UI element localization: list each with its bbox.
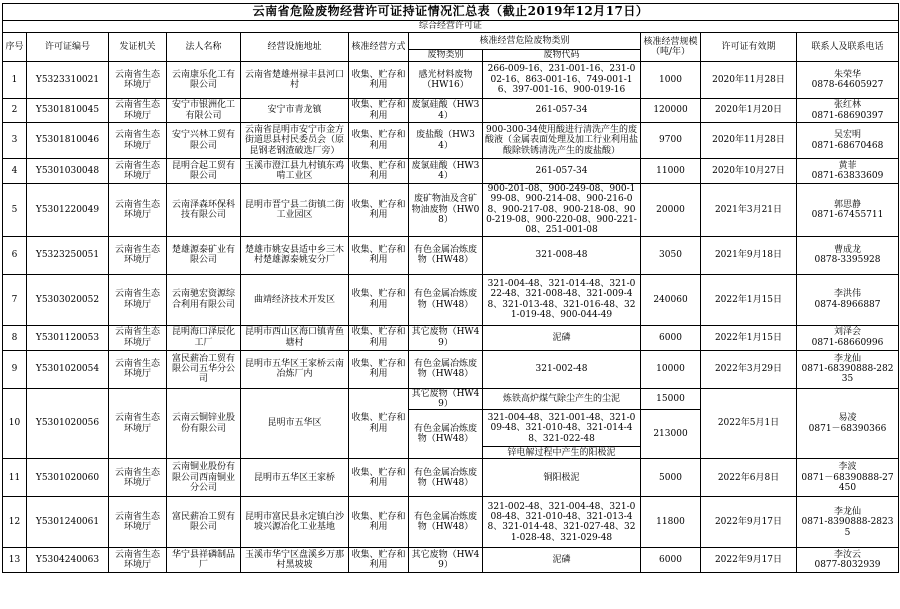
row-validity: 2022年5月1日 bbox=[701, 388, 797, 459]
table-row bbox=[3, 274, 899, 325]
row-validity: 2020年11月28日 bbox=[701, 123, 797, 159]
contact-phone: 0871-8390888-28235 bbox=[801, 517, 894, 538]
row-scale: 20000 bbox=[641, 184, 701, 237]
header-seq: 序号 bbox=[3, 33, 27, 62]
row-issuer: 云南省生态环境厅 bbox=[109, 497, 167, 548]
row-scale: 213000 bbox=[641, 410, 701, 459]
row-legal-name: 华宁县祥磷制品厂 bbox=[167, 548, 241, 573]
header-issuer: 发证机关 bbox=[109, 33, 167, 62]
row-issuer: 云南省生态环境厅 bbox=[109, 350, 167, 388]
row-validity: 2022年3月29日 bbox=[701, 350, 797, 388]
row-waste-code: 900-300-34使用酸进行清洗产生的废酸液（金属表面处理及加工行业利用盐酸除铁锈清洗产生的废盐酸） bbox=[483, 123, 641, 159]
header-legal-name: 法人名称 bbox=[167, 33, 241, 62]
contact-phone: 0871-68670468 bbox=[811, 140, 884, 151]
row-seq: 11 bbox=[3, 459, 27, 497]
table-row bbox=[3, 159, 899, 184]
row-license-no: Y5323310021 bbox=[27, 62, 109, 99]
row-seq: 13 bbox=[3, 548, 27, 573]
table-row bbox=[3, 325, 899, 350]
row-validity: 2022年1月15日 bbox=[701, 325, 797, 350]
row-seq: 2 bbox=[3, 99, 27, 123]
row-waste-type: 有色金属冶炼废物（HW48） bbox=[409, 274, 483, 325]
row-contact bbox=[797, 99, 899, 123]
row-issuer: 云南省生态环境厅 bbox=[109, 184, 167, 237]
row-waste-code: 266-009-16、231-001-16、231-002-16、863-001-16、749-001-16、397-001-16、900-019-16 bbox=[483, 62, 641, 99]
row-waste-type: 有色金属冶炼废物（HW48） bbox=[409, 350, 483, 388]
row-issuer: 云南省生态环境厅 bbox=[109, 325, 167, 350]
row-license-no: Y5304240063 bbox=[27, 548, 109, 573]
contact-phone: 0871-68690397 bbox=[811, 110, 884, 121]
row-scale: 6000 bbox=[641, 325, 701, 350]
row-seq: 12 bbox=[3, 497, 27, 548]
row-seq: 9 bbox=[3, 350, 27, 388]
row-mode: 收集、贮存和利用 bbox=[349, 184, 409, 237]
row-seq: 10 bbox=[3, 388, 27, 459]
row-address: 昆明市五华区王家桥 bbox=[241, 459, 349, 497]
row-legal-name: 昆明合起工贸有限公司 bbox=[167, 159, 241, 184]
table-row bbox=[3, 497, 899, 548]
row-waste-type: 废矿物油及含矿物油废物（HW08） bbox=[409, 184, 483, 237]
contact-name: 郭思静 bbox=[833, 199, 861, 210]
row-scale: 15000 bbox=[641, 388, 701, 410]
row-seq: 8 bbox=[3, 325, 27, 350]
row-mode: 收集、贮存和利用 bbox=[349, 274, 409, 325]
row-issuer: 云南省生态环境厅 bbox=[109, 236, 167, 274]
row-address: 昆明市五华区 bbox=[241, 388, 349, 459]
row-waste-code: 锌电解过程中产生的阳极泥 bbox=[483, 447, 641, 459]
row-license-no: Y5301810046 bbox=[27, 123, 109, 159]
header-mode: 核准经营方式 bbox=[349, 33, 409, 62]
row-legal-name: 富民薪冶工贸有限公司 bbox=[167, 497, 241, 548]
row-waste-code: 321-002-48 bbox=[483, 350, 641, 388]
row-waste-code: 炼铁高炉煤气除尘产生的尘泥 bbox=[483, 388, 641, 410]
table-row bbox=[3, 459, 899, 497]
row-address: 昆明市富民县永定镇白沙坡兴源冶化工业基地 bbox=[241, 497, 349, 548]
row-issuer: 云南省生态环境厅 bbox=[109, 459, 167, 497]
contact-name: 朱荣华 bbox=[833, 69, 861, 80]
row-legal-name: 安宁市银洲化工有限公司 bbox=[167, 99, 241, 123]
row-license-no: Y5301020060 bbox=[27, 459, 109, 497]
row-waste-code: 321-008-48 bbox=[483, 236, 641, 274]
row-mode: 收集、贮存和利用 bbox=[349, 388, 409, 459]
row-scale: 9700 bbox=[641, 123, 701, 159]
row-contact bbox=[797, 184, 899, 237]
row-license-no: Y5301020054 bbox=[27, 350, 109, 388]
row-issuer: 云南省生态环境厅 bbox=[109, 159, 167, 184]
row-legal-name: 云南云铜锌业股份有限公司 bbox=[167, 388, 241, 459]
row-validity: 2021年9月18日 bbox=[701, 236, 797, 274]
row-waste-type: 有色金属冶炼废物（HW48） bbox=[409, 236, 483, 274]
contact-name: 李汝云 bbox=[833, 550, 861, 561]
contact-phone: 0871-68390888-28235 bbox=[801, 364, 894, 385]
contact-phone: 0878-64605927 bbox=[811, 80, 884, 90]
contact-name: 李龙仙 bbox=[833, 506, 861, 517]
row-legal-name: 昆明海口泽辰化工厂 bbox=[167, 325, 241, 350]
row-contact bbox=[797, 123, 899, 159]
row-waste-code: 261-057-34 bbox=[483, 159, 641, 184]
row-issuer: 云南省生态环境厅 bbox=[109, 62, 167, 99]
row-waste-code: 900-201-08、900-249-08、900-199-08、900-214-08、900-216-08、900-217-08、900-218-08、900-219-08、900-220-08、900-221-08、251-001-08 bbox=[483, 184, 641, 237]
row-waste-type: 有色金属冶炼废物（HW48） bbox=[409, 497, 483, 548]
contact-name: 黄菲 bbox=[838, 160, 857, 171]
row-waste-type: 废盐酸（HW34） bbox=[409, 123, 483, 159]
header-license-no: 许可证编号 bbox=[27, 33, 109, 62]
row-address: 安宁市青龙镇 bbox=[241, 99, 349, 123]
row-address: 玉溪市华宁区盘溪乡万那村黑坡坡 bbox=[241, 548, 349, 573]
row-validity: 2020年10月27日 bbox=[701, 159, 797, 184]
row-license-no: Y5303020052 bbox=[27, 274, 109, 325]
row-scale: 1000 bbox=[641, 62, 701, 99]
row-issuer: 云南省生态环境厅 bbox=[109, 548, 167, 573]
row-issuer: 云南省生态环境厅 bbox=[109, 123, 167, 159]
row-waste-code: 261-057-34 bbox=[483, 99, 641, 123]
row-license-no: Y5323250051 bbox=[27, 236, 109, 274]
row-contact bbox=[797, 159, 899, 184]
row-address: 楚雄市姚安县适中乡三木村楚雄源泰姚安分厂 bbox=[241, 236, 349, 274]
row-seq: 6 bbox=[3, 236, 27, 274]
contact-phone: 0871－68390888-27450 bbox=[801, 472, 894, 494]
table-row bbox=[3, 99, 899, 123]
row-validity: 2022年1月15日 bbox=[701, 274, 797, 325]
row-contact bbox=[797, 350, 899, 388]
row-license-no: Y5301030048 bbox=[27, 159, 109, 184]
row-contact bbox=[797, 497, 899, 548]
row-address: 云南省昆明市安宁市金方街道思县村民委员会（原昆钢老钢渣破选厂旁） bbox=[241, 123, 349, 159]
row-mode: 收集、贮存和利用 bbox=[349, 350, 409, 388]
row-validity: 2021年3月21日 bbox=[701, 184, 797, 237]
row-waste-type: 有色金属冶炼废物（HW48） bbox=[409, 410, 483, 459]
row-waste-code: 泥磷 bbox=[483, 325, 641, 350]
row-contact bbox=[797, 459, 899, 497]
row-scale: 6000 bbox=[641, 548, 701, 573]
page bbox=[2, 0, 898, 573]
row-license-no: Y5301220049 bbox=[27, 184, 109, 237]
header-validity: 许可证有效期 bbox=[701, 33, 797, 62]
contact-name: 曹成龙 bbox=[833, 244, 861, 255]
row-address: 昆明市晋宁县二街镇二街工业园区 bbox=[241, 184, 349, 237]
contact-name: 张红林 bbox=[833, 100, 861, 111]
row-issuer: 云南省生态环境厅 bbox=[109, 388, 167, 459]
row-scale: 120000 bbox=[641, 99, 701, 123]
row-mode: 收集、贮存和利用 bbox=[349, 497, 409, 548]
header-scale: 核准经营规模（吨/年） bbox=[641, 33, 701, 62]
row-contact bbox=[797, 388, 899, 459]
row-scale: 10000 bbox=[641, 350, 701, 388]
row-scale: 11000 bbox=[641, 159, 701, 184]
contact-name: 李龙仙 bbox=[833, 353, 861, 364]
row-mode: 收集、贮存和利用 bbox=[349, 99, 409, 123]
row-waste-code: 泥磷 bbox=[483, 548, 641, 573]
row-validity: 2022年6月8日 bbox=[701, 459, 797, 497]
row-address: 昆明市西山区海口镇青鱼塘村 bbox=[241, 325, 349, 350]
contact-phone: 0871-68660996 bbox=[811, 337, 884, 348]
table-row bbox=[3, 388, 899, 410]
contact-phone: 0871-67455711 bbox=[811, 209, 884, 220]
row-scale: 5000 bbox=[641, 459, 701, 497]
row-contact bbox=[797, 274, 899, 325]
row-seq: 1 bbox=[3, 62, 27, 99]
contact-phone: 0878-3395928 bbox=[814, 255, 881, 266]
table-title: 云南省危险废物经营许可证持证情况汇总表（截止2019年12月17日） bbox=[3, 4, 899, 21]
row-legal-name: 云南铜业股份有限公司西南铜业分公司 bbox=[167, 459, 241, 497]
row-legal-name: 安宁兴林工贸有限公司 bbox=[167, 123, 241, 159]
row-issuer: 云南省生态环境厅 bbox=[109, 99, 167, 123]
contact-phone: 0871－68390366 bbox=[808, 423, 887, 434]
row-waste-type: 其它废物（HW49） bbox=[409, 548, 483, 573]
row-license-no: Y5301810045 bbox=[27, 99, 109, 123]
row-waste-type: 其它废物（HW49） bbox=[409, 388, 483, 410]
row-validity: 2020年1月20日 bbox=[701, 99, 797, 123]
table-row bbox=[3, 548, 899, 573]
row-legal-name: 云南康乐化工有限公司 bbox=[167, 62, 241, 99]
row-scale: 3050 bbox=[641, 236, 701, 274]
header-waste-code: 废物代码 bbox=[483, 50, 641, 62]
header-category-group: 核准经营危险废物类别 bbox=[409, 33, 641, 50]
row-seq: 3 bbox=[3, 123, 27, 159]
contact-name: 李波 bbox=[838, 462, 857, 473]
row-scale: 11800 bbox=[641, 497, 701, 548]
table-row bbox=[3, 350, 899, 388]
contact-phone: 0871-63833609 bbox=[811, 171, 884, 181]
table-row bbox=[3, 62, 899, 99]
row-contact bbox=[797, 236, 899, 274]
row-validity: 2022年9月17日 bbox=[701, 548, 797, 573]
row-issuer: 云南省生态环境厅 bbox=[109, 274, 167, 325]
row-address: 玉溪市澄江县九村镇东鸡啃工业区 bbox=[241, 159, 349, 184]
row-validity: 2022年9月17日 bbox=[701, 497, 797, 548]
row-seq: 7 bbox=[3, 274, 27, 325]
row-mode: 收集、贮存和利用 bbox=[349, 548, 409, 573]
header-contact: 联系人及联系电话 bbox=[797, 33, 899, 62]
row-legal-name: 楚雄源泰矿业有限公司 bbox=[167, 236, 241, 274]
row-waste-code: 铜阳极泥 bbox=[483, 459, 641, 497]
row-address: 云南省楚雄州禄丰县河口村 bbox=[241, 62, 349, 99]
row-scale: 240060 bbox=[641, 274, 701, 325]
row-legal-name: 云南驰宏资源综合利用有限公司 bbox=[167, 274, 241, 325]
row-license-no: Y5301020056 bbox=[27, 388, 109, 459]
row-waste-type: 感光材料废物（HW16） bbox=[409, 62, 483, 99]
row-seq: 4 bbox=[3, 159, 27, 184]
row-waste-code: 321-004-48、321-001-48、321-009-48、321-010-48、321-014-48、321-022-48 bbox=[483, 410, 641, 447]
contact-name: 吴宏明 bbox=[833, 130, 861, 141]
row-license-no: Y5301240061 bbox=[27, 497, 109, 548]
row-seq: 5 bbox=[3, 184, 27, 237]
row-waste-type: 废氯硅酸（HW34） bbox=[409, 159, 483, 184]
table-row bbox=[3, 236, 899, 274]
row-mode: 收集、贮存和利用 bbox=[349, 62, 409, 99]
row-mode: 收集、贮存和利用 bbox=[349, 459, 409, 497]
row-license-no: Y5301120053 bbox=[27, 325, 109, 350]
row-mode: 收集、贮存和利用 bbox=[349, 325, 409, 350]
row-waste-type: 其它废物（HW49） bbox=[409, 325, 483, 350]
license-table bbox=[2, 3, 899, 573]
row-waste-type: 有色金属冶炼废物（HW48） bbox=[409, 459, 483, 497]
header-waste-type: 废物类别 bbox=[409, 50, 483, 62]
table-row bbox=[3, 123, 899, 159]
table-subtitle: 综合经营许可证 bbox=[3, 21, 899, 33]
row-waste-type: 废氯硅酸（HW34） bbox=[409, 99, 483, 123]
row-waste-code: 321-002-48、321-004-48、321-008-48、321-010-48、321-013-48、321-014-48、321-027-48、321-028-48、321-029-48 bbox=[483, 497, 641, 548]
contact-name: 刘泽会 bbox=[833, 327, 861, 338]
row-contact bbox=[797, 325, 899, 350]
contact-name: 易凌 bbox=[838, 413, 857, 424]
table-row bbox=[3, 184, 899, 237]
row-validity: 2020年11月28日 bbox=[701, 62, 797, 99]
row-waste-code: 321-004-48、321-014-48、321-022-48、321-008-48、321-009-48、321-013-48、321-016-48、321-019-48、900-044-49 bbox=[483, 274, 641, 325]
row-address: 曲靖经济技术开发区 bbox=[241, 274, 349, 325]
row-mode: 收集、贮存和利用 bbox=[349, 159, 409, 184]
contact-name: 李洪伟 bbox=[833, 289, 861, 300]
row-address: 昆明市五华区王家桥云南冶炼厂内 bbox=[241, 350, 349, 388]
row-legal-name: 云南泽森环保科技有限公司 bbox=[167, 184, 241, 237]
header-address: 经营设施地址 bbox=[241, 33, 349, 62]
contact-phone: 0874-8966887 bbox=[814, 299, 881, 310]
row-mode: 收集、贮存和利用 bbox=[349, 236, 409, 274]
row-contact bbox=[797, 62, 899, 99]
row-contact bbox=[797, 548, 899, 573]
contact-phone: 0877-8032939 bbox=[814, 560, 881, 571]
row-legal-name: 富民薪冶工贸有限公司五华分公司 bbox=[167, 350, 241, 388]
row-mode: 收集、贮存和利用 bbox=[349, 123, 409, 159]
